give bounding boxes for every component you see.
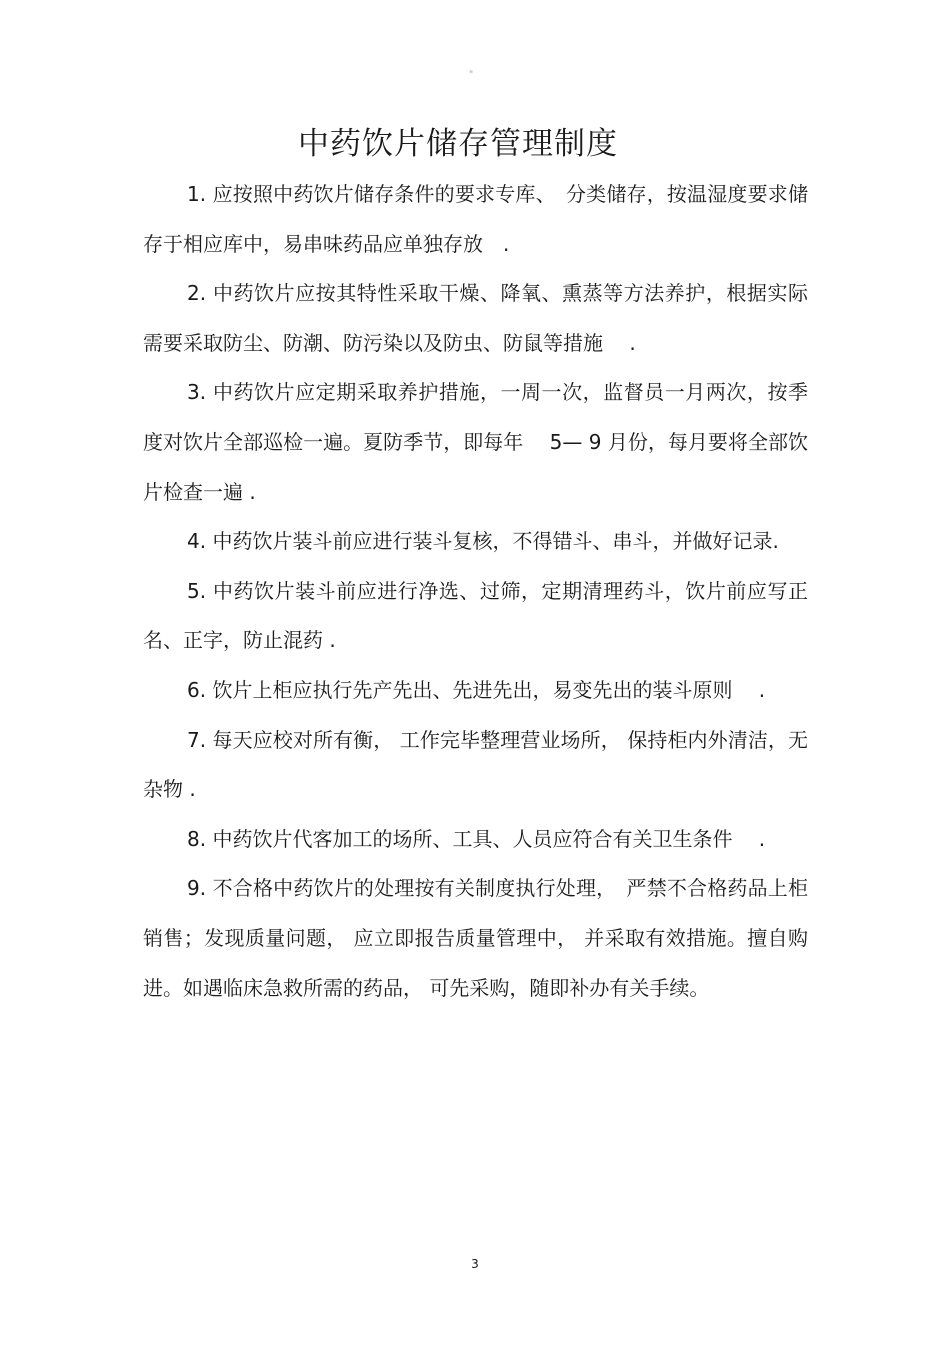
- paragraph-1: 1. 应按照中药饮片储存条件的要求专库、 分类储存，按温湿度要求储存于相应库中，易串味药品应单独存放 .: [143, 182, 808, 256]
- document-body: [143, 170, 808, 1013]
- paragraph-8: 8. 中药饮片代客加工的场所、工具、人员应符合有关卫生条件 .: [187, 826, 766, 851]
- document-title: 中药饮片储存管理制度: [298, 126, 618, 162]
- header-mark: ": [469, 70, 474, 80]
- paragraph-3: 3. 中药饮片应定期采取养护措施，一周一次，监督员一月两次，按季度对饮片全部巡检一遍。夏防季节，即每年 5— 9 月份，每月要将全部饮片检查一遍 .: [143, 380, 808, 504]
- paragraph-4: 4. 中药饮片装斗前应进行装斗复核，不得错斗、串斗，并做好记录.: [187, 529, 779, 554]
- paragraph-7: 7. 每天应校对所有衡， 工作完毕整理营业场所， 保持柜内外清洁，无杂物 .: [143, 727, 808, 802]
- paragraph-2: 2. 中药饮片应按其特性采取干燥、降氧、熏蒸等方法养护，根据实际需要采取防尘、防潮、防污染以及防虫、防鼠等措施 .: [143, 281, 808, 355]
- paragraph-5: 5. 中药饮片装斗前应进行净选、过筛，定期清理药斗，饮片前应写正名、正字，防止混药 .: [143, 578, 808, 653]
- paragraph-9: 9. 不合格中药饮片的处理按有关制度执行处理， 严禁不合格药品上柜销售；发现质量问题， 应立即报告质量管理中， 并采取有效措施。擅自购进。如遇临床急救所需的药品， 可先采购，随即补办有关手续。: [143, 876, 808, 1000]
- paragraph-6: 6. 饮片上柜应执行先产先出、先进先出，易变先出的装斗原则 .: [187, 677, 766, 702]
- page-number: 3: [471, 1257, 479, 1271]
